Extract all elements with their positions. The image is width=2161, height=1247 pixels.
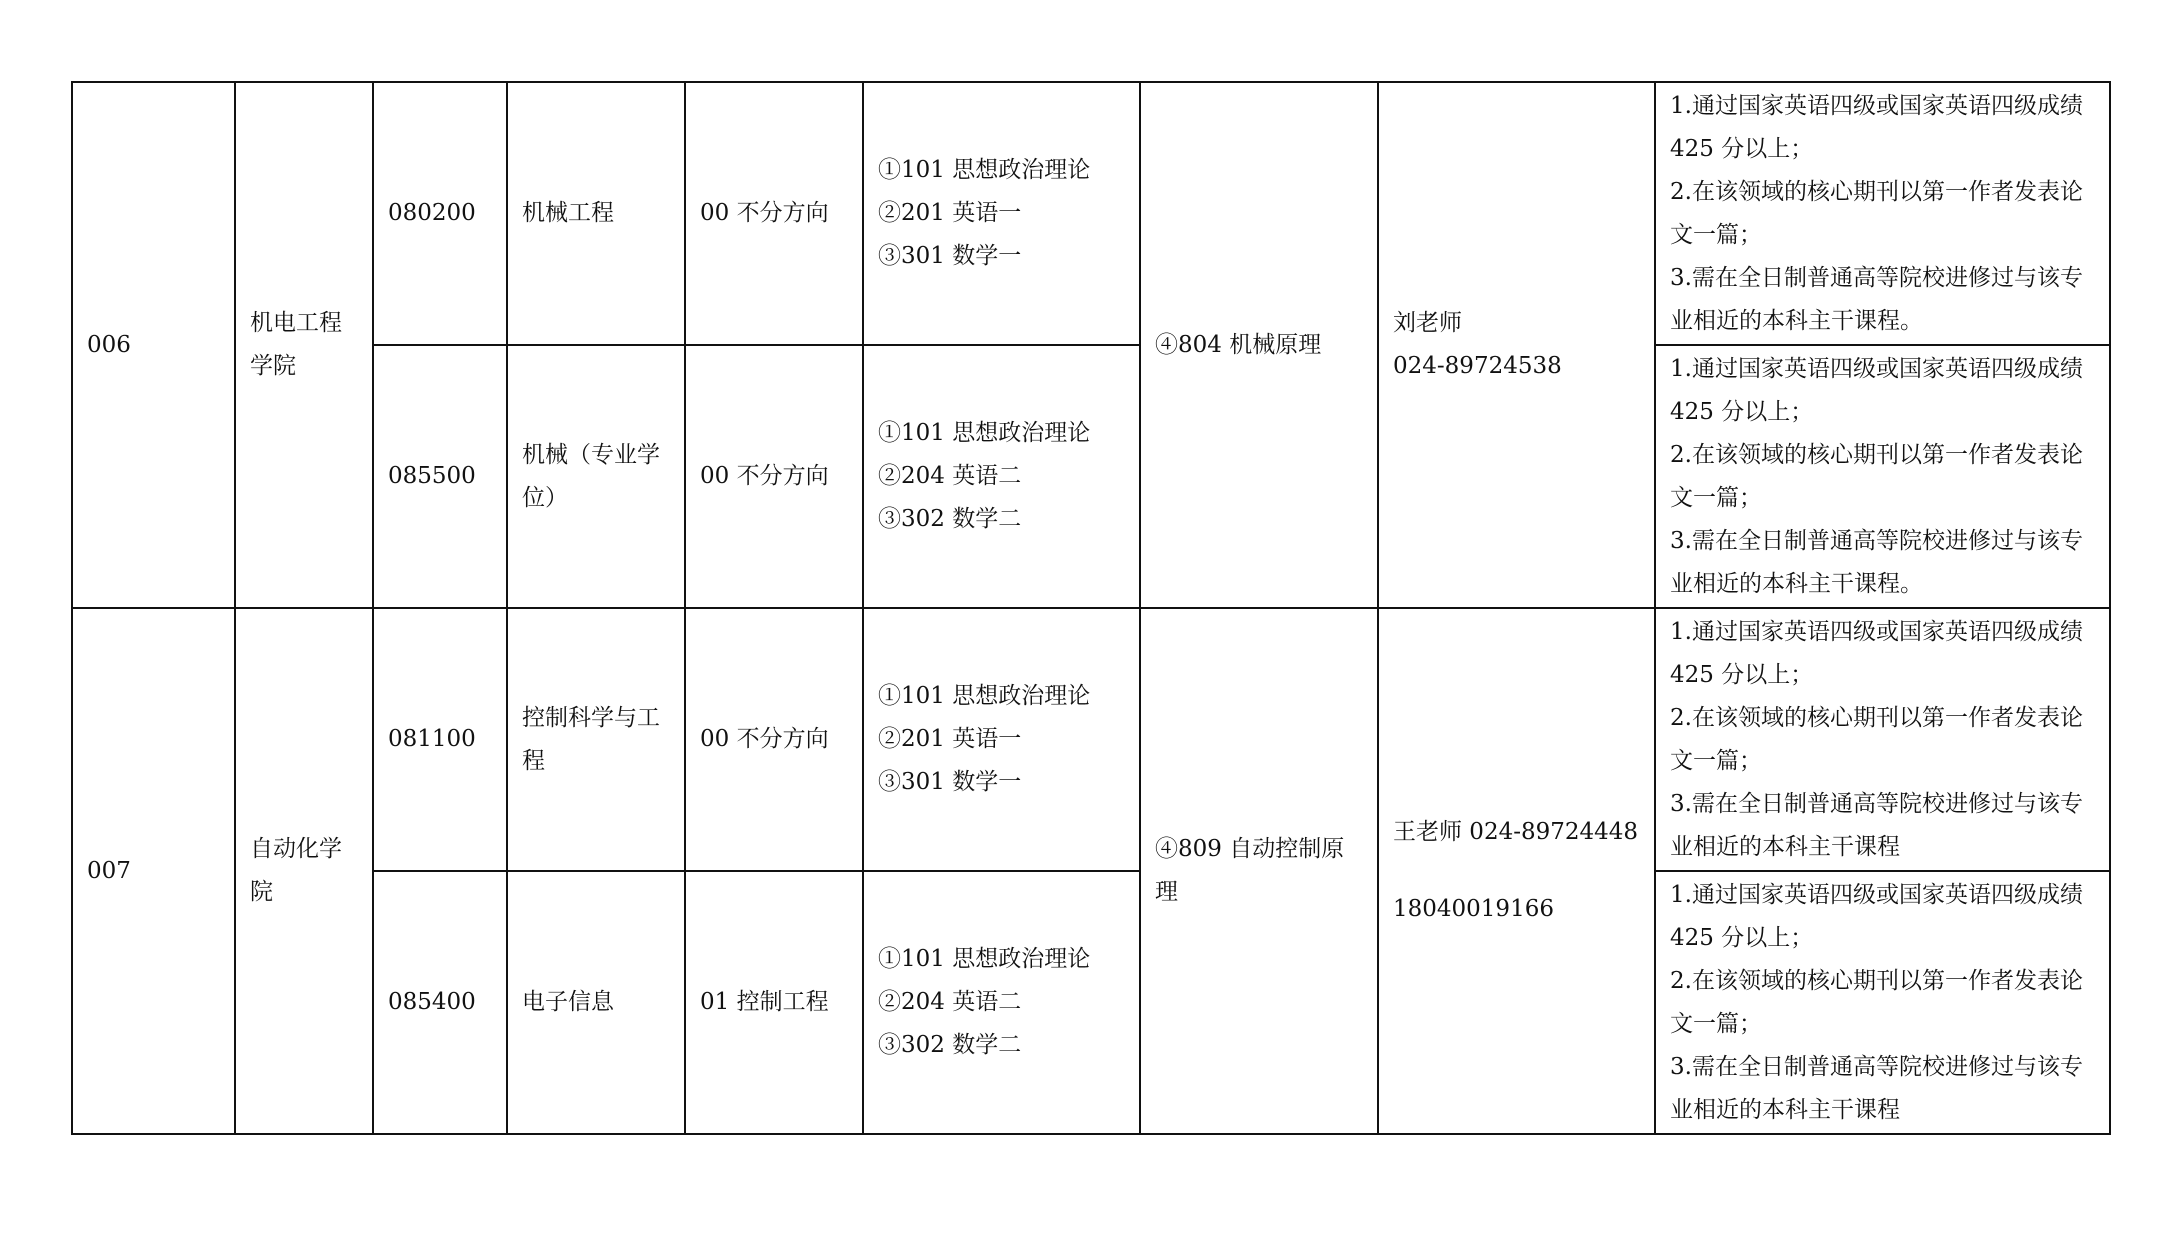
requirement-item: 1.通过国家英语四级或国家英语四级成绩 425 分以上； (1670, 92, 2083, 162)
exam-item: ②201 英语一 (878, 726, 1022, 752)
college-cell: 自动化学院 (235, 608, 373, 1134)
requirement-item: 2.在该领域的核心期刊以第一作者发表论文一篇； (1670, 704, 2083, 774)
contact-cell (1378, 608, 1655, 1134)
exam-item: ③302 数学二 (878, 506, 1022, 532)
exam-item: ①101 思想政治理论 (878, 683, 1091, 709)
college-cell: 机电工程学院 (235, 82, 373, 608)
unit-code-cell: 007 (72, 608, 235, 1134)
requirement-item: 1.通过国家英语四级或国家英语四级成绩 425 分以上； (1670, 881, 2083, 951)
subject-cell: 电子信息 (507, 871, 685, 1134)
requirement-item: 2.在该领域的核心期刊以第一作者发表论文一篇； (1670, 441, 2083, 511)
exam-item: ①101 思想政治理论 (878, 157, 1091, 183)
subject-code-cell: 085400 (373, 871, 507, 1134)
table-row (72, 608, 2110, 871)
direction-cell: 00 不分方向 (685, 82, 863, 345)
subject-code-cell: 085500 (373, 345, 507, 608)
requirements-cell (1655, 871, 2110, 1134)
direction-cell: 00 不分方向 (685, 608, 863, 871)
exams-cell (863, 82, 1140, 345)
requirement-item: 3.需在全日制普通高等院校进修过与该专业相近的本科主干课程。 (1670, 527, 2083, 597)
exam-item: ①101 思想政治理论 (878, 946, 1091, 972)
direction-cell: 00 不分方向 (685, 345, 863, 608)
subject-cell: 控制科学与工程 (507, 608, 685, 871)
exams-cell (863, 345, 1140, 608)
requirements-cell (1655, 608, 2110, 871)
exam-item: ③301 数学一 (878, 769, 1022, 795)
subject-cell: 机械工程 (507, 82, 685, 345)
requirements-cell (1655, 345, 2110, 608)
exam-item: ③301 数学一 (878, 243, 1022, 269)
contact-line: 18040019166 (1393, 896, 1554, 922)
contact-line: 王老师 024-89724448 (1393, 819, 1639, 845)
exam-item: ②204 英语二 (878, 989, 1022, 1015)
professional-exam-cell: ④804 机械原理 (1140, 82, 1378, 608)
table-row (72, 345, 2110, 608)
requirement-item: 2.在该领域的核心期刊以第一作者发表论文一篇； (1670, 967, 2083, 1037)
requirements-cell (1655, 82, 2110, 345)
exam-item: ②201 英语一 (878, 200, 1022, 226)
subject-cell: 机械（专业学位） (507, 345, 685, 608)
requirement-item: 3.需在全日制普通高等院校进修过与该专业相近的本科主干课程 (1670, 790, 2083, 860)
requirement-item: 3.需在全日制普通高等院校进修过与该专业相近的本科主干课程 (1670, 1053, 2083, 1123)
contact-line: 024-89724538 (1393, 353, 1562, 379)
direction-cell: 01 控制工程 (685, 871, 863, 1134)
admissions-table (71, 81, 2111, 1135)
requirement-item: 1.通过国家英语四级或国家英语四级成绩 425 分以上； (1670, 355, 2083, 425)
subject-code-cell: 080200 (373, 82, 507, 345)
exam-item: ①101 思想政治理论 (878, 420, 1091, 446)
requirement-item: 3.需在全日制普通高等院校进修过与该专业相近的本科主干课程。 (1670, 264, 2083, 334)
contact-line: 刘老师 (1393, 310, 1462, 336)
requirement-item: 2.在该领域的核心期刊以第一作者发表论文一篇； (1670, 178, 2083, 248)
exam-item: ②204 英语二 (878, 463, 1022, 489)
table-row (72, 871, 2110, 1134)
contact-cell (1378, 82, 1655, 608)
exam-item: ③302 数学二 (878, 1032, 1022, 1058)
exams-cell (863, 608, 1140, 871)
subject-code-cell: 081100 (373, 608, 507, 871)
requirement-item: 1.通过国家英语四级或国家英语四级成绩 425 分以上； (1670, 618, 2083, 688)
professional-exam-cell: ④809 自动控制原理 (1140, 608, 1378, 1134)
unit-code-cell: 006 (72, 82, 235, 608)
exams-cell (863, 871, 1140, 1134)
table-row (72, 82, 2110, 345)
